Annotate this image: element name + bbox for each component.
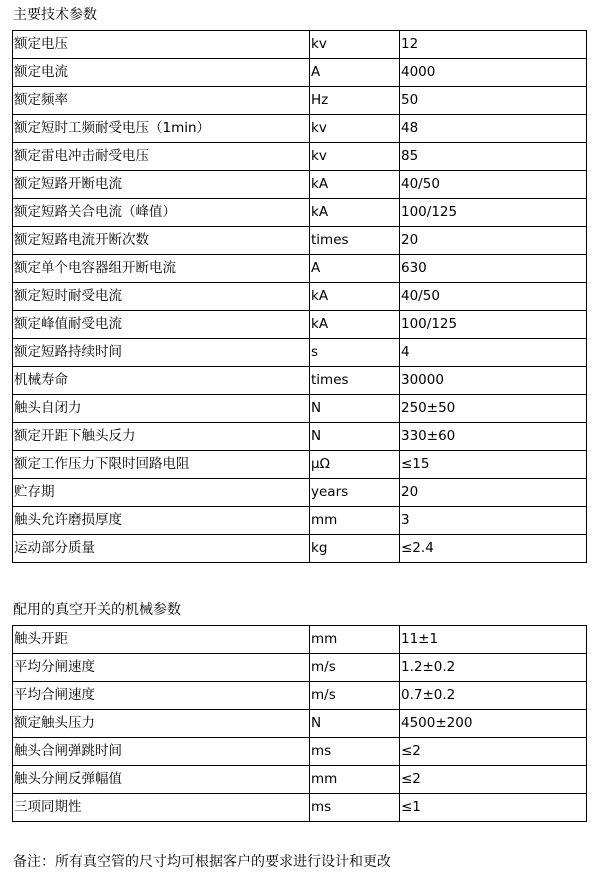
param-value-cell: 50 <box>400 87 587 115</box>
main-specs-body <box>13 31 587 563</box>
param-name-cell: 运动部分质量 <box>13 535 310 563</box>
param-unit-cell: s <box>310 339 400 367</box>
param-unit-cell: m/s <box>310 654 400 682</box>
param-unit-cell: A <box>310 255 400 283</box>
param-unit-cell: kA <box>310 283 400 311</box>
param-value-cell: 100/125 <box>400 199 587 227</box>
param-unit-cell: kv <box>310 31 400 59</box>
param-name-cell: 额定开距下触头反力 <box>13 423 310 451</box>
param-name-cell: 额定短路关合电流（峰值） <box>13 199 310 227</box>
param-value-cell: ≤2.4 <box>400 535 587 563</box>
table-row <box>13 87 587 115</box>
table-row <box>13 255 587 283</box>
table-row <box>13 738 587 766</box>
param-unit-cell: times <box>310 367 400 395</box>
param-value-cell: 48 <box>400 115 587 143</box>
param-value-cell: 40/50 <box>400 171 587 199</box>
param-value-cell: ≤1 <box>400 794 587 822</box>
param-name-cell: 平均合闸速度 <box>13 682 310 710</box>
table-row <box>13 451 587 479</box>
param-name-cell: 贮存期 <box>13 479 310 507</box>
table-row <box>13 766 587 794</box>
param-value-cell: 100/125 <box>400 311 587 339</box>
param-unit-cell: kA <box>310 311 400 339</box>
param-name-cell: 额定短时耐受电流 <box>13 283 310 311</box>
table-row <box>13 227 587 255</box>
table-row <box>13 626 587 654</box>
param-name-cell: 额定短路持续时间 <box>13 339 310 367</box>
param-value-cell: 4000 <box>400 59 587 87</box>
param-unit-cell: kg <box>310 535 400 563</box>
param-value-cell: ≤15 <box>400 451 587 479</box>
param-unit-cell: mm <box>310 766 400 794</box>
table-row <box>13 423 587 451</box>
param-value-cell: 3 <box>400 507 587 535</box>
param-value-cell: 12 <box>400 31 587 59</box>
table-row <box>13 367 587 395</box>
param-name-cell: 额定短时工频耐受电压（1min） <box>13 115 310 143</box>
param-unit-cell: mm <box>310 507 400 535</box>
param-unit-cell: kA <box>310 199 400 227</box>
table-row <box>13 794 587 822</box>
param-unit-cell: years <box>310 479 400 507</box>
table-row <box>13 199 587 227</box>
param-value-cell: 4500±200 <box>400 710 587 738</box>
param-unit-cell: N <box>310 395 400 423</box>
param-value-cell: 40/50 <box>400 283 587 311</box>
table-row <box>13 507 587 535</box>
param-value-cell: 85 <box>400 143 587 171</box>
param-name-cell: 额定雷电冲击耐受电压 <box>13 143 310 171</box>
param-name-cell: 触头合闸弹跳时间 <box>13 738 310 766</box>
param-name-cell: 额定频率 <box>13 87 310 115</box>
param-unit-cell: kA <box>310 171 400 199</box>
table-row <box>13 59 587 87</box>
param-name-cell: 触头分闸反弹幅值 <box>13 766 310 794</box>
param-name-cell: 平均分闸速度 <box>13 654 310 682</box>
param-name-cell: 额定工作压力下限时回路电阻 <box>13 451 310 479</box>
param-value-cell: 4 <box>400 339 587 367</box>
param-name-cell: 额定短路开断电流 <box>13 171 310 199</box>
param-value-cell: ≤2 <box>400 766 587 794</box>
param-unit-cell: times <box>310 227 400 255</box>
param-value-cell: 20 <box>400 227 587 255</box>
param-value-cell: 1.2±0.2 <box>400 654 587 682</box>
param-value-cell: 30000 <box>400 367 587 395</box>
param-value-cell: ≤2 <box>400 738 587 766</box>
param-name-cell: 额定电压 <box>13 31 310 59</box>
param-value-cell: 330±60 <box>400 423 587 451</box>
param-unit-cell: A <box>310 59 400 87</box>
param-name-cell: 额定电流 <box>13 59 310 87</box>
param-name-cell: 额定触头压力 <box>13 710 310 738</box>
mechanical-params-title: 配用的真空开关的机械参数 <box>13 602 181 618</box>
param-unit-cell: kv <box>310 143 400 171</box>
param-name-cell: 机械寿命 <box>13 367 310 395</box>
mechanical-params-table <box>12 625 587 822</box>
table-row <box>13 395 587 423</box>
param-unit-cell: m/s <box>310 682 400 710</box>
param-name-cell: 触头允许磨损厚度 <box>13 507 310 535</box>
table-row <box>13 311 587 339</box>
mechanical-params-body <box>13 626 587 822</box>
param-value-cell: 630 <box>400 255 587 283</box>
param-unit-cell: ms <box>310 794 400 822</box>
table-row <box>13 115 587 143</box>
main-specs-title: 主要技术参数 <box>13 7 97 23</box>
table-row <box>13 682 587 710</box>
param-unit-cell: mm <box>310 626 400 654</box>
table-row <box>13 283 587 311</box>
param-value-cell: 20 <box>400 479 587 507</box>
param-name-cell: 触头自闭力 <box>13 395 310 423</box>
table-row <box>13 143 587 171</box>
param-unit-cell: N <box>310 423 400 451</box>
table-row <box>13 171 587 199</box>
param-name-cell: 额定峰值耐受电流 <box>13 311 310 339</box>
param-name-cell: 额定单个电容器组开断电流 <box>13 255 310 283</box>
param-value-cell: 0.7±0.2 <box>400 682 587 710</box>
table-row <box>13 710 587 738</box>
table-row <box>13 479 587 507</box>
param-name-cell: 额定短路电流开断次数 <box>13 227 310 255</box>
footnote: 备注：所有真空管的尺寸均可根据客户的要求进行设计和更改 <box>13 854 391 870</box>
param-name-cell: 触头开距 <box>13 626 310 654</box>
table-row <box>13 535 587 563</box>
param-unit-cell: ms <box>310 738 400 766</box>
table-row <box>13 654 587 682</box>
param-name-cell: 三项同期性 <box>13 794 310 822</box>
table-row <box>13 339 587 367</box>
param-unit-cell: μΩ <box>310 451 400 479</box>
param-value-cell: 11±1 <box>400 626 587 654</box>
param-unit-cell: Hz <box>310 87 400 115</box>
param-unit-cell: kv <box>310 115 400 143</box>
table-row <box>13 31 587 59</box>
param-unit-cell: N <box>310 710 400 738</box>
param-value-cell: 250±50 <box>400 395 587 423</box>
main-specs-table <box>12 30 587 563</box>
